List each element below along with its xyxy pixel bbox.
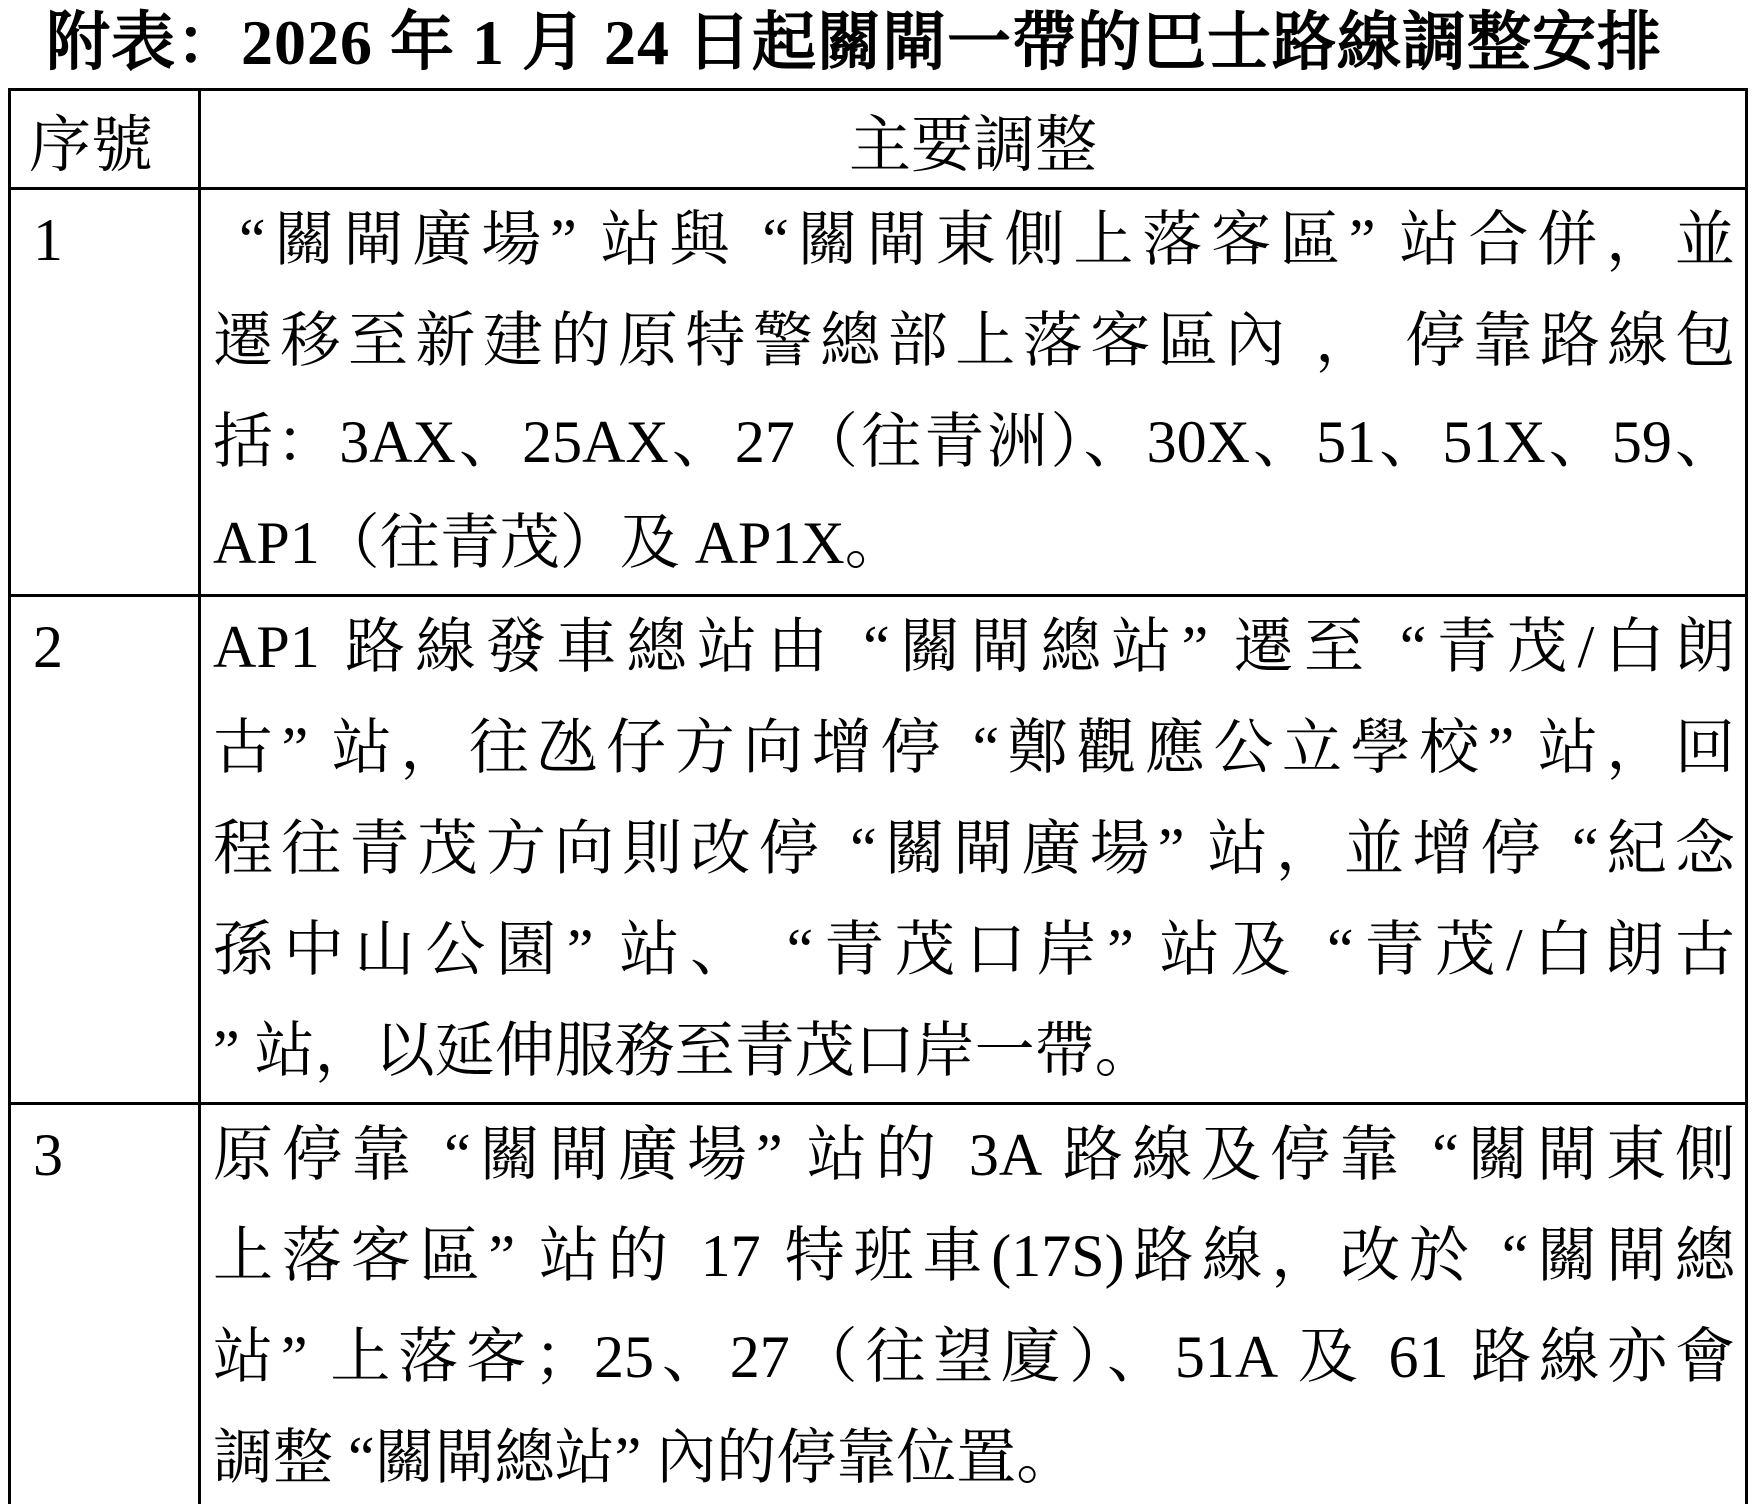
table-row: [10, 1104, 1747, 1504]
table-header-row: [10, 90, 1747, 189]
row-adjustment-cell: [200, 1104, 1747, 1504]
text-line: 古” 站，往氹仔方向增停 “鄭觀應公立學校” 站，回: [213, 715, 1735, 781]
text-line: 括：3AX、25AX、27（往青洲）、30X、51、51X、59、: [213, 409, 1735, 475]
page-title: 附表：2026 年 1 月 24 日起關閘一帶的巴士路線調整安排: [46, 7, 1662, 78]
row-number: 1: [33, 207, 63, 273]
text-line: 孫中山公園” 站、 “青茂口岸” 站及 “青茂/白朗古: [213, 917, 1735, 983]
row-number-cell: [10, 596, 200, 1104]
row-adjustment-cell: [200, 189, 1747, 596]
text-line: 調整 “關閘總站” 內的停靠位置。: [213, 1425, 1077, 1491]
bus-route-adjustment-table: [8, 88, 1748, 1504]
text-line: ” 站，以延伸服務至青茂口岸一帶。: [213, 1018, 1155, 1084]
row-number-cell: [10, 1104, 200, 1504]
text-line: 上落客區” 站的 17 特班車(17S)路線，改於 “關閘總: [213, 1223, 1735, 1289]
text-line: 原停靠 “關閘廣場” 站的 3A 路線及停靠 “關閘東側: [213, 1122, 1735, 1188]
text-line: 遷移至新建的原特警總部上落客區內 ， 停靠路線包: [213, 308, 1735, 374]
text-line: “關閘廣場” 站與 “關閘東側上落客區” 站合併，並: [239, 207, 1735, 273]
text-line: 站” 上落客；25、27（往望廈）、51A 及 61 路線亦會: [213, 1324, 1735, 1390]
header-cell-main-adjustment: 主要調整: [200, 90, 1747, 189]
text-line: 程往青茂方向則改停 “關閘廣場” 站，並增停 “紀念: [213, 816, 1735, 882]
row-number: 2: [33, 614, 63, 680]
text-line: AP1 路線發車總站由 “關閘總站” 遷至 “青茂/白朗: [213, 614, 1735, 680]
header-cell-serial-number: 序號: [10, 90, 200, 189]
table-row: [10, 189, 1747, 596]
row-number: 3: [33, 1122, 63, 1188]
table-row: [10, 596, 1747, 1104]
row-number-cell: [10, 189, 200, 596]
text-line: AP1（往青茂）及 AP1X。: [213, 510, 905, 576]
row-adjustment-cell: [200, 596, 1747, 1104]
